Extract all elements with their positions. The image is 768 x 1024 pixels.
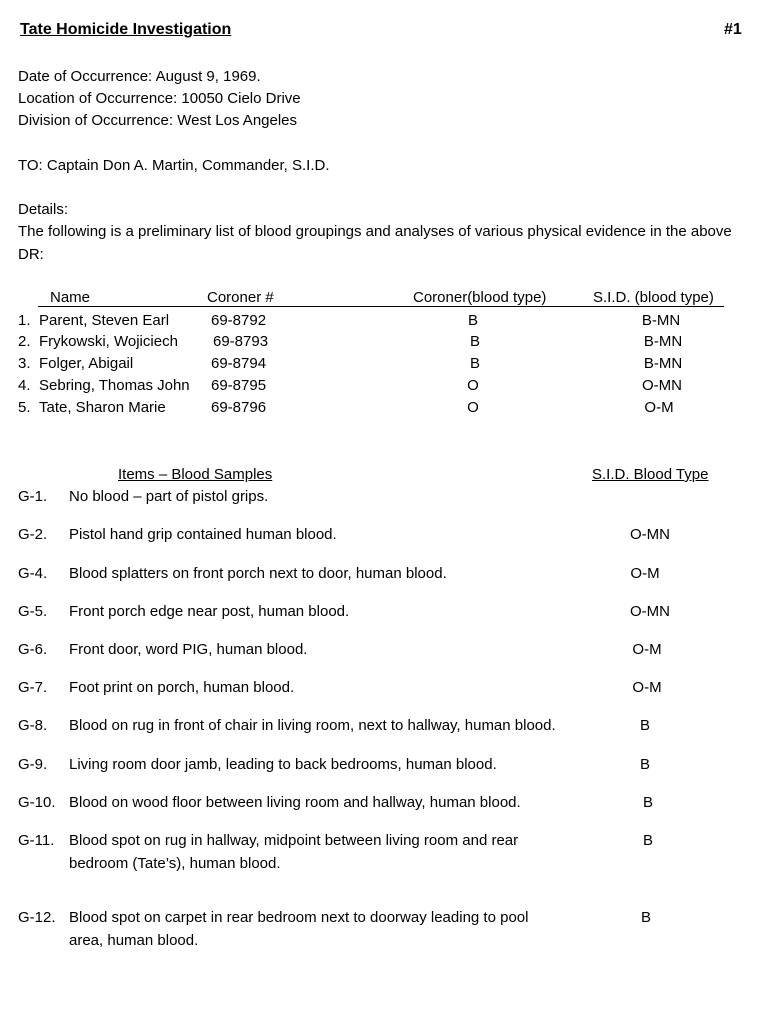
victim-name: Parent, Steven Earl <box>39 312 170 329</box>
item-code: G-1. <box>18 488 48 505</box>
location-of-occurrence: Location of Occurrence: 10050 Cielo Drive <box>18 90 301 107</box>
details-label: Details: <box>18 201 69 218</box>
item-description: Blood on wood floor between living room and hallway, human blood. <box>69 794 521 811</box>
item-description: Living room door jamb, leading to back bedrooms, human blood. <box>69 756 497 773</box>
coroner-blood-type: B <box>469 333 480 350</box>
item-code: G-10. <box>18 794 56 811</box>
to-line: TO: Captain Don A. Martin, Commander, S.I.D. <box>18 157 330 174</box>
item-code: G-11. <box>18 832 55 849</box>
sid-blood-type: B-MN <box>643 355 683 372</box>
details-text: The following is a preliminary list of blood groupings and analyses of various physical evidence in the above DR: <box>18 223 732 263</box>
item-description-continued: bedroom (Tate’s), human blood. <box>69 855 281 872</box>
victim-name: Tate, Sharon Marie <box>39 399 166 416</box>
coroner-number: 69-8794 <box>211 355 267 372</box>
item-code: G-5. <box>18 603 48 620</box>
coroner-number: 69-8792 <box>211 312 267 329</box>
item-description: Blood on rug in front of chair in living room, next to hallway, human blood. <box>69 717 556 734</box>
victim-name: Sebring, Thomas John <box>39 377 190 394</box>
row-number: 4. <box>18 377 31 394</box>
item-blood-type: B <box>642 832 653 849</box>
item-code: G-2. <box>18 526 48 543</box>
item-description: No blood – part of pistol grips. <box>69 488 269 505</box>
sid-blood-type: B-MN <box>641 312 681 329</box>
item-description-continued: area, human blood. <box>69 932 199 949</box>
coroner-number: 69-8796 <box>211 399 267 416</box>
item-code: G-7. <box>18 679 48 696</box>
header-sid-blood-type: S.I.D. (blood type) <box>593 289 714 306</box>
item-blood-type: O-M <box>632 679 662 696</box>
coroner-blood-type: O <box>467 399 479 416</box>
item-code: G-12. <box>18 909 56 926</box>
item-blood-type: O-MN <box>630 603 670 620</box>
item-code: G-6. <box>18 641 48 658</box>
header-coroner-blood-type: Coroner(blood type) <box>413 289 547 306</box>
item-blood-type: O-M <box>632 641 662 658</box>
sid-blood-type: O-M <box>644 399 674 416</box>
item-description: Foot print on porch, human blood. <box>69 679 295 696</box>
victim-name: Frykowski, Wojiciech <box>39 333 178 350</box>
header-items-blood-samples: Items – Blood Samples <box>118 466 273 483</box>
header-coroner-number: Coroner # <box>207 289 274 306</box>
item-description: Blood splatters on front porch next to door, human blood. <box>69 565 447 582</box>
victim-name: Folger, Abigail <box>39 355 134 372</box>
item-description: Blood spot on rug in hallway, midpoint between living room and rear <box>69 832 519 849</box>
row-number: 5. <box>18 399 31 416</box>
header-sid-blood-type-items: S.I.D. Blood Type <box>592 466 709 483</box>
document-title: Tate Homicide Investigation <box>20 21 232 38</box>
item-description: Pistol hand grip contained human blood. <box>69 526 337 543</box>
item-blood-type: O-M <box>630 565 660 582</box>
table-header-rule <box>38 306 724 307</box>
row-number: 2. <box>18 333 31 350</box>
document-number: #1 <box>724 21 742 38</box>
coroner-blood-type: B <box>469 355 480 372</box>
coroner-blood-type: B <box>467 312 478 329</box>
coroner-number: 69-8795 <box>211 377 267 394</box>
header-name: Name <box>50 289 91 306</box>
item-description: Front door, word PIG, human blood. <box>69 641 308 658</box>
sid-blood-type: B-MN <box>643 333 683 350</box>
row-number: 1. <box>18 312 31 329</box>
division-of-occurrence: Division of Occurrence: West Los Angeles <box>18 112 298 129</box>
item-blood-type: B <box>639 717 650 734</box>
date-of-occurrence: Date of Occurrence: August 9, 1969. <box>18 68 261 85</box>
row-number: 3. <box>18 355 31 372</box>
item-blood-type: O-MN <box>630 526 670 543</box>
item-code: G-8. <box>18 717 48 734</box>
item-code: G-4. <box>18 565 48 582</box>
item-description: Blood spot on carpet in rear bedroom next to doorway leading to pool <box>69 909 529 926</box>
sid-blood-type: O-MN <box>642 377 682 394</box>
coroner-number: 69-8793 <box>213 333 269 350</box>
item-blood-type: B <box>640 909 651 926</box>
item-code: G-9. <box>18 756 48 773</box>
item-blood-type: B <box>642 794 653 811</box>
coroner-blood-type: O <box>467 377 479 394</box>
item-description: Front porch edge near post, human blood. <box>69 603 350 620</box>
item-blood-type: B <box>639 756 650 773</box>
